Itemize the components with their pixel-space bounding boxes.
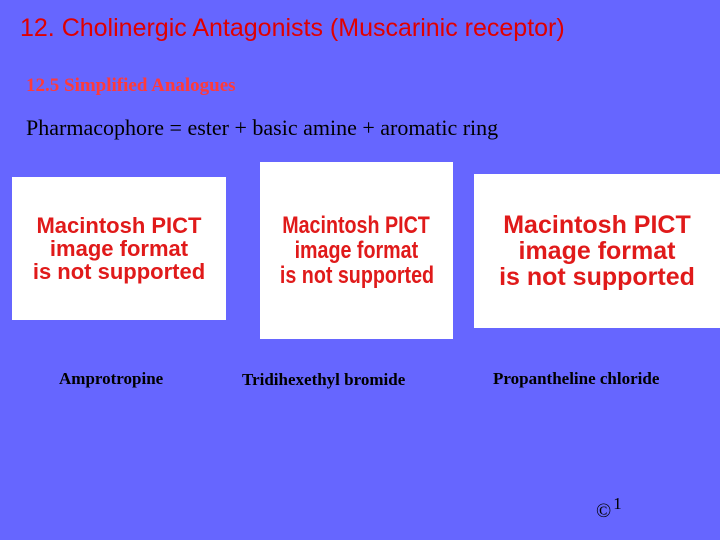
caption-amprotropine: Amprotropine xyxy=(59,369,164,388)
slide-title: 12. Cholinergic Antagonists (Muscarinic receptor) xyxy=(20,14,565,42)
image-placeholder-propantheline-chloride xyxy=(474,174,720,328)
page-number: 1 xyxy=(613,494,622,513)
placeholder-line: is not supported xyxy=(279,262,434,290)
placeholder-line: image format xyxy=(294,236,419,264)
image-placeholder-amprotropine xyxy=(12,177,226,320)
placeholder-line: Macintosh PICT xyxy=(282,211,431,239)
image-placeholder-tridihexethyl-bromide xyxy=(260,162,453,339)
placeholder-line: image format xyxy=(518,236,676,265)
placeholder-line: Macintosh PICT xyxy=(36,212,202,238)
placeholder-line: is not supported xyxy=(499,263,695,292)
section-subtitle: 12.5 Simplified Analogues xyxy=(26,75,236,96)
slide-footer xyxy=(596,494,622,523)
pharmacophore-text: Pharmacophore = ester + basic amine + aromatic ring xyxy=(26,115,499,140)
caption-propantheline-chloride: Propantheline chloride xyxy=(493,369,660,388)
placeholder-line: Macintosh PICT xyxy=(503,210,691,239)
placeholder-line: is not supported xyxy=(32,259,206,285)
copyright-icon: © xyxy=(596,500,612,522)
caption-tridihexethyl-bromide: Tridihexethyl bromide xyxy=(242,370,406,389)
placeholder-line: image format xyxy=(49,235,189,261)
